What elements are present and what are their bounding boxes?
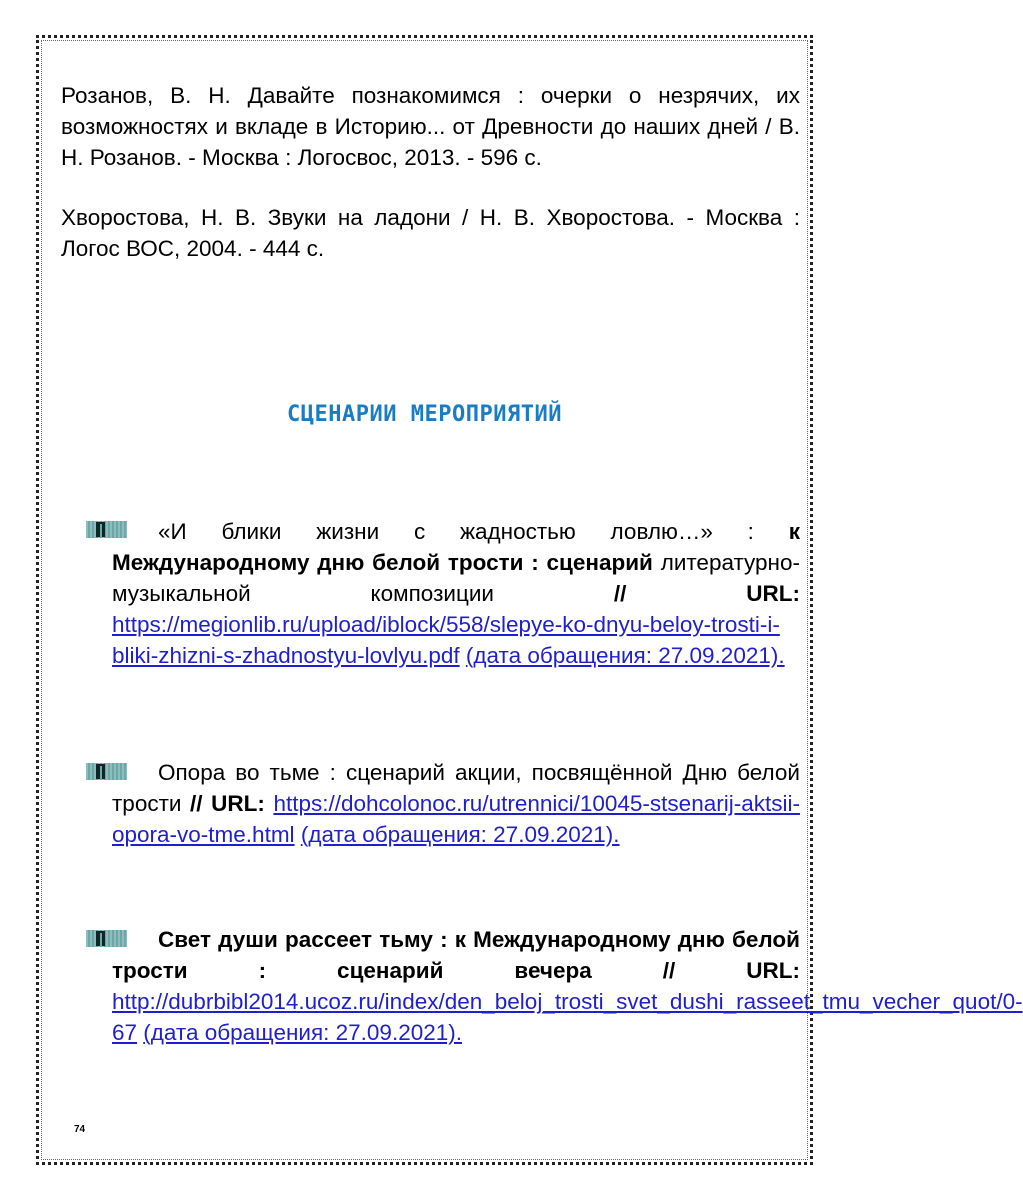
reference-rozanov: Розанов, В. Н. Давайте познакомимся : очерки о незрячих, их возможностях и вкладе в Историю... от Древности до наших дней / В. Н. Розанов. - Москва : Логосвос, 2013. - 596 с. xyxy=(61,83,800,170)
access-date: (дата обращения: 27.09.2021). xyxy=(300,822,620,847)
access-date: (дата обращения: 27.09.2021). xyxy=(465,643,785,668)
item-title: Свет души рассеет тьму : к Международному дню белой трости : сценарий вечера xyxy=(112,927,800,983)
reference-khvorostova: Хворостова, Н. В. Звуки на ладони / Н. В. Хворостова. - Москва : Логос ВОС, 2004. - 444 с. xyxy=(61,205,800,261)
item-title: «И блики жизни с жадностью ловлю…» : xyxy=(158,519,754,544)
list-item xyxy=(112,924,1023,1048)
scenario-link[interactable]: https://megionlib.ru/upload/iblock/558/slepye-ko-dnyu-beloy-trosti-i-bliki-zhizni-s-zhadnostyu-lovlyu.pdf xyxy=(112,612,780,668)
access-date: (дата обращения: 27.09.2021). xyxy=(143,1020,462,1045)
item-title: Опора во тьме : сценарий акции, посвящённой Дню белой трости xyxy=(112,760,800,816)
section-heading: СЦЕНАРИИ МЕРОПРИЯТИЙ xyxy=(287,402,562,427)
scenario-link[interactable]: https://dohcolonoc.ru/utrennici/10045-stsenarij-aktsii-opora-vo-tme.html xyxy=(112,791,800,847)
item-subtitle-bold: к Международному дню белой трости : сценарий xyxy=(112,519,800,575)
list-item xyxy=(112,516,800,671)
scenario-link[interactable]: http://dubrbibl2014.ucoz.ru/index/den_beloj_trosti_svet_dushi_rasseet_tmu_vecher_quot/0-67 xyxy=(112,989,1023,1045)
page-number: 74 xyxy=(74,1124,86,1135)
item-subtitle: литературно-музыкальной композиции xyxy=(112,550,800,606)
url-label: // URL: xyxy=(190,791,265,816)
list-item xyxy=(112,757,800,850)
url-label: // URL: xyxy=(613,581,800,606)
url-label: // URL: xyxy=(662,958,800,983)
